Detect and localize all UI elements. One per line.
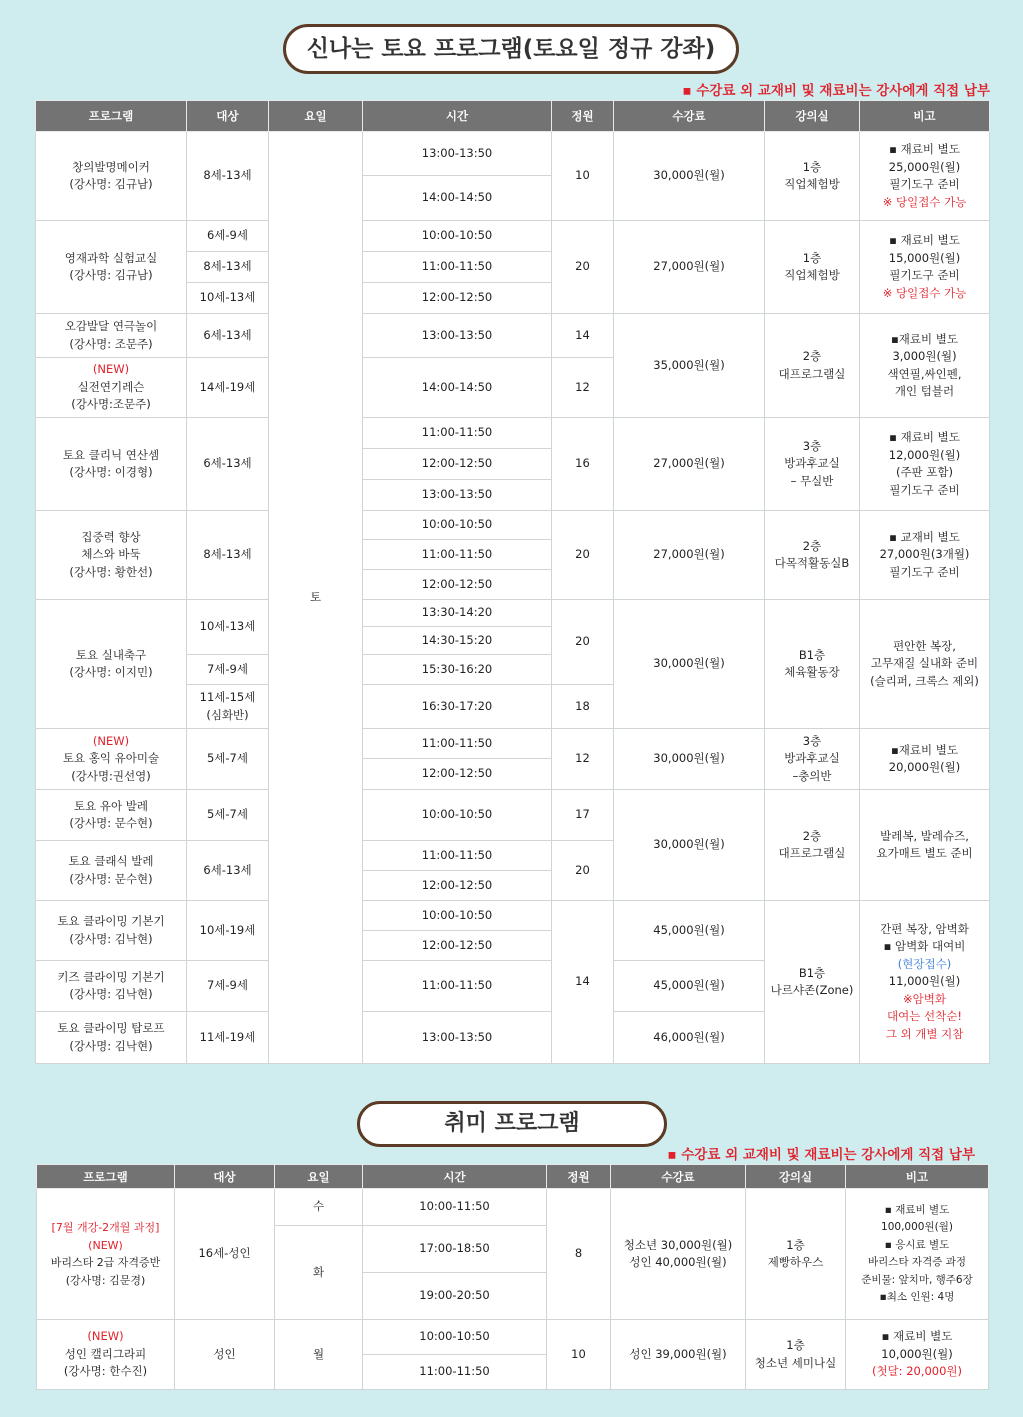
header-room: 강의실: [746, 1165, 846, 1189]
room-cell: 2층 다목적활동실B: [765, 511, 860, 600]
time-cell: 10:00-11:50: [363, 1189, 547, 1226]
time-cell: 13:00-13:50: [363, 1012, 552, 1064]
time-cell: 13:00-13:50: [363, 480, 552, 511]
target-cell: 6세-13세: [187, 314, 269, 358]
program-cell: 영재과학 실험교실 (강사명: 김규남): [36, 221, 187, 314]
time-cell: 11:00-11:50: [363, 961, 552, 1012]
capacity-cell: 17: [552, 790, 614, 841]
fee-cell: 30,000원(월): [614, 729, 765, 790]
target-cell: 8세-13세: [187, 511, 269, 600]
time-cell: 19:00-20:50: [363, 1273, 547, 1320]
time-cell: 11:00-11:50: [363, 418, 552, 449]
day-cell: 화: [275, 1226, 363, 1320]
room-cell: 2층 대프로그램실: [765, 790, 860, 901]
header-target: 대상: [187, 101, 269, 132]
note-cell: ▪재료비 별도 3,000원(월) 색연필,싸인펜, 개인 텀블러: [860, 314, 990, 418]
target-cell: 11세-15세 (심화반): [187, 685, 269, 729]
header-capacity: 정원: [552, 101, 614, 132]
header-fee: 수강료: [614, 101, 765, 132]
header-fee: 수강료: [611, 1165, 746, 1189]
capacity-cell: 8: [547, 1189, 611, 1320]
note-cell: ▪ 재료비 별도 12,000원(월) (주판 포함) 필기도구 준비: [860, 418, 990, 511]
target-cell: 6세-9세: [187, 221, 269, 252]
time-cell: 12:00-12:50: [363, 570, 552, 600]
capacity-cell: 12: [552, 358, 614, 418]
program-cell: [7월 개강-2개월 과정] (NEW) 바리스타 2급 자격증반 (강사명: 김문경): [37, 1189, 175, 1320]
hobby-program-table: [36, 1164, 989, 1390]
capacity-cell: 18: [552, 685, 614, 729]
day-cell: 수: [275, 1189, 363, 1226]
capacity-cell: 20: [552, 841, 614, 901]
target-cell: 10세-13세: [187, 283, 269, 314]
fee-cell: 35,000원(월): [614, 314, 765, 418]
table-header-row: [37, 1165, 989, 1189]
target-cell: 10세-19세: [187, 901, 269, 961]
target-cell: 6세-13세: [187, 841, 269, 901]
time-cell: 13:00-13:50: [363, 314, 552, 358]
time-cell: 10:00-10:50: [363, 1320, 547, 1355]
capacity-cell: 10: [552, 132, 614, 221]
target-cell: 7세-9세: [187, 961, 269, 1012]
room-cell: 1층 직업체험방: [765, 132, 860, 221]
time-cell: 15:30-16:20: [363, 655, 552, 685]
target-cell: 8세-13세: [187, 132, 269, 221]
table-row: [36, 511, 990, 540]
program-cell: 토요 클라이밍 탑로프 (강사명: 김낙현): [36, 1012, 187, 1064]
time-cell: 14:00-14:50: [363, 358, 552, 418]
capacity-cell: 20: [552, 600, 614, 685]
fee-cell: 27,000원(월): [614, 418, 765, 511]
capacity-cell: 12: [552, 729, 614, 790]
time-cell: 10:00-10:50: [363, 790, 552, 841]
target-cell: 14세-19세: [187, 358, 269, 418]
fee-cell: 30,000원(월): [614, 132, 765, 221]
header-note: 비고: [860, 101, 990, 132]
room-cell: B1층 체육활동장: [765, 600, 860, 729]
header-program: 프로그램: [36, 101, 187, 132]
time-cell: 10:00-10:50: [363, 511, 552, 540]
fee-cell: 27,000원(월): [614, 221, 765, 314]
target-cell: 16세-성인: [175, 1189, 275, 1320]
time-cell: 10:00-10:50: [363, 221, 552, 252]
saturday-program-table: [35, 100, 990, 1064]
fee-cell: 45,000원(월): [614, 961, 765, 1012]
capacity-cell: 16: [552, 418, 614, 511]
room-cell: B1층 나르샤존(Zone): [765, 901, 860, 1064]
header-room: 강의실: [765, 101, 860, 132]
target-cell: 5세-7세: [187, 790, 269, 841]
day-cell: 토: [269, 132, 363, 1064]
program-cell: 토요 클래식 발레 (강사명: 문수현): [36, 841, 187, 901]
hobby-section-title: 취미 프로그램: [357, 1101, 667, 1147]
table-header-row: [36, 101, 990, 132]
fee-cell: 30,000원(월): [614, 600, 765, 729]
fee-cell: 27,000원(월): [614, 511, 765, 600]
program-cell: 토요 실내축구 (강사명: 이지민): [36, 600, 187, 729]
capacity-cell: 14: [552, 901, 614, 1064]
program-cell: 창의발명메이커 (강사명: 김규남): [36, 132, 187, 221]
room-cell: 1층 직업체험방: [765, 221, 860, 314]
header-day: 요일: [269, 101, 363, 132]
table-row: [36, 221, 990, 252]
time-cell: 11:00-11:50: [363, 252, 552, 283]
note-cell: ▪ 재료비 별도 10,000원(월) (첫달: 20,000원): [846, 1320, 989, 1390]
program-cell: (NEW) 실전연기레슨 (강사명:조문주): [36, 358, 187, 418]
time-cell: 11:00-11:50: [363, 1355, 547, 1390]
capacity-cell: 10: [547, 1320, 611, 1390]
time-cell: 13:00-13:50: [363, 132, 552, 176]
program-cell: 토요 클리닉 연산셈 (강사명: 이경형): [36, 418, 187, 511]
target-cell: 성인: [175, 1320, 275, 1390]
fee-cell: 청소년 30,000원(월) 성인 40,000원(월): [611, 1189, 746, 1320]
note-cell: ▪ 재료비 별도 25,000원(월) 필기도구 준비 ※ 당일접수 가능: [860, 132, 990, 221]
note-cell: ▪ 재료비 별도 100,000원(월) ▪ 응시료 별도 바리스타 자격증 과정 준비물: 앞치마, 행주6장 ▪최소 인원: 4명: [846, 1189, 989, 1320]
time-cell: 14:00-14:50: [363, 176, 552, 221]
fee-cell: 46,000원(월): [614, 1012, 765, 1064]
header-time: 시간: [363, 101, 552, 132]
capacity-cell: 20: [552, 221, 614, 314]
time-cell: 11:00-11:50: [363, 729, 552, 759]
hobby-fee-notice: ▪ 수강료 외 교재비 및 재료비는 강사에게 직접 납부: [667, 1147, 975, 1163]
note-cell: ▪재료비 별도 20,000원(월): [860, 729, 990, 790]
time-cell: 11:00-11:50: [363, 540, 552, 570]
header-target: 대상: [175, 1165, 275, 1189]
target-cell: 6세-13세: [187, 418, 269, 511]
time-cell: 13:30-14:20: [363, 600, 552, 627]
note-cell: ▪ 교재비 별도 27,000원(3개월) 필기도구 준비: [860, 511, 990, 600]
fee-cell: 30,000원(월): [614, 790, 765, 901]
header-note: 비고: [846, 1165, 989, 1189]
time-cell: 16:30-17:20: [363, 685, 552, 729]
capacity-cell: 14: [552, 314, 614, 358]
saturday-section-title: 신나는 토요 프로그램(토요일 정규 강좌): [283, 24, 739, 74]
note-cell: 발레복, 발레슈즈, 요가매트 별도 준비: [860, 790, 990, 901]
header-capacity: 정원: [547, 1165, 611, 1189]
room-cell: 1층 청소년 세미나실: [746, 1320, 846, 1390]
program-cell: (NEW) 성인 캘리그라피 (강사명: 한수진): [37, 1320, 175, 1390]
header-time: 시간: [363, 1165, 547, 1189]
time-cell: 12:00-12:50: [363, 871, 552, 901]
table-row: [36, 901, 990, 931]
time-cell: 17:00-18:50: [363, 1226, 547, 1273]
room-cell: 2층 대프로그램실: [765, 314, 860, 418]
time-cell: 14:30-15:20: [363, 627, 552, 655]
target-cell: 11세-19세: [187, 1012, 269, 1064]
header-program: 프로그램: [37, 1165, 175, 1189]
time-cell: 12:00-12:50: [363, 931, 552, 961]
table-row: [36, 314, 990, 358]
table-row: [36, 418, 990, 449]
fee-cell: 45,000원(월): [614, 901, 765, 961]
target-cell: 7세-9세: [187, 655, 269, 685]
room-cell: 3층 방과후교실 – 무실반: [765, 418, 860, 511]
room-cell: 3층 방과후교실 –충의반: [765, 729, 860, 790]
program-cell: 토요 클라이밍 기본기 (강사명: 김낙현): [36, 901, 187, 961]
table-row: [36, 132, 990, 176]
program-cell: 오감발달 연극놀이 (강사명: 조문주): [36, 314, 187, 358]
time-cell: 12:00-12:50: [363, 759, 552, 790]
table-row: [37, 1189, 989, 1226]
program-cell: 집중력 향상 체스와 바둑 (강사명: 황한선): [36, 511, 187, 600]
day-cell: 월: [275, 1320, 363, 1390]
note-cell: ▪ 재료비 별도 15,000원(월) 필기도구 준비 ※ 당일접수 가능: [860, 221, 990, 314]
note-cell: 간편 복장, 암벽화 ▪ 암벽화 대여비 (현장접수) 11,000원(월) ※암벽화 대여는 선착순! 그 외 개별 지참: [860, 901, 990, 1064]
room-cell: 1층 제빵하우스: [746, 1189, 846, 1320]
fee-cell: 성인 39,000원(월): [611, 1320, 746, 1390]
time-cell: 12:00-12:50: [363, 449, 552, 480]
program-cell: (NEW) 토요 홍익 유아미술 (강사명:권선영): [36, 729, 187, 790]
table-row: [36, 790, 990, 841]
program-cell: 토요 유아 발레 (강사명: 문수현): [36, 790, 187, 841]
capacity-cell: 20: [552, 511, 614, 600]
time-cell: 11:00-11:50: [363, 841, 552, 871]
time-cell: 12:00-12:50: [363, 283, 552, 314]
table-row: [36, 729, 990, 759]
note-cell: 편안한 복장, 고무재질 실내화 준비 (슬리퍼, 크록스 제외): [860, 600, 990, 729]
header-day: 요일: [275, 1165, 363, 1189]
time-cell: 10:00-10:50: [363, 901, 552, 931]
table-row: [37, 1320, 989, 1355]
target-cell: 10세-13세: [187, 600, 269, 655]
saturday-fee-notice: ▪ 수강료 외 교재비 및 재료비는 강사에게 직접 납부: [682, 83, 990, 99]
target-cell: 8세-13세: [187, 252, 269, 283]
program-cell: 키즈 클라이밍 기본기 (강사명: 김낙현): [36, 961, 187, 1012]
target-cell: 5세-7세: [187, 729, 269, 790]
table-row: [36, 600, 990, 627]
